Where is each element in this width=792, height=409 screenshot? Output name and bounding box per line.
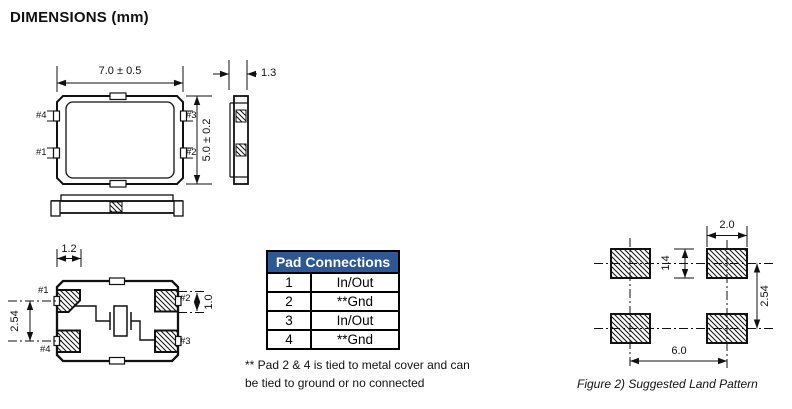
pad-connection-cell: **Gnd (311, 292, 399, 311)
land-pad-width-dim-label: 2.0 (719, 219, 735, 231)
page-title: DIMENSIONS (mm) (10, 9, 149, 26)
pad-connections-table (266, 250, 400, 350)
crystal-symbol (74, 306, 155, 340)
top-view-pad3-label: #3 (186, 110, 197, 121)
land-pad-bottom-right (707, 314, 747, 343)
bottom-view-pad4-label: #4 (40, 344, 51, 355)
land-pad-height-dim-label: 1.4 (660, 255, 672, 271)
table-row (267, 330, 399, 349)
footnote-line-1: ** Pad 2 & 4 is tied to metal cover and can (245, 358, 470, 372)
bottom-pitch-dim-label: 2.54 (9, 310, 21, 332)
figure-caption: Figure 2) Suggested Land Pattern (577, 377, 758, 391)
footnote-line-2: be tied to ground or no connected (245, 376, 425, 390)
pad-number-cell: 2 (267, 292, 311, 311)
top-view-outline (57, 96, 183, 184)
land-vertical-pitch-dim-label: 2.54 (759, 285, 771, 307)
top-view-width-dim-label: 7.0 ± 0.5 (98, 65, 142, 77)
bottom-pad-height-dim-label: 1.0 (203, 294, 215, 310)
top-view-cover-outline (66, 102, 174, 178)
top-view-pad-ticks (47, 111, 193, 158)
top-view-drawing (47, 66, 212, 187)
front-view-foot-left (51, 201, 60, 216)
top-view-pad1-label: #1 (36, 147, 47, 158)
table-row (267, 311, 399, 330)
pad-connection-cell: **Gnd (311, 330, 399, 349)
pad-number-cell: 4 (267, 330, 311, 349)
bottom-view-pad3-label: #3 (180, 336, 191, 347)
front-view-foot-right (174, 201, 183, 216)
top-view-pad4-label: #4 (36, 110, 47, 121)
pad-number-cell: 3 (267, 311, 311, 330)
land-horizontal-pitch-dim-label: 6.0 (671, 345, 687, 357)
side-view-thickness-dim-label: 1.3 (261, 67, 277, 79)
front-view-drawing (51, 195, 183, 216)
land-pad-bottom-left (611, 314, 650, 343)
bottom-view-pads (57, 290, 178, 352)
table-row (267, 292, 399, 311)
top-view-notches (54, 93, 187, 187)
pad-connections-header-row (267, 251, 399, 273)
pad-connections-header: Pad Connections (267, 251, 399, 273)
side-view-pad-hatch-bottom (236, 144, 246, 156)
bottom-view-pad2-label: #2 (180, 293, 191, 304)
side-view-pad-hatch-top (236, 110, 246, 122)
bottom-pad-width-dim-label: 1.2 (61, 243, 77, 255)
bottom-pad-3 (155, 331, 178, 353)
pad-connection-cell: In/Out (311, 311, 399, 330)
top-view-height-dim-label: 5.0 ± 0.2 (201, 118, 213, 162)
bottom-pad-2 (155, 290, 178, 312)
front-view-hatch (110, 202, 122, 212)
bottom-view-pad1-label: #1 (38, 285, 49, 296)
side-view-body (234, 96, 248, 184)
pad-number-cell: 1 (267, 273, 311, 292)
side-view-thickness-dimension (213, 60, 257, 90)
top-view-pad2-label: #2 (186, 147, 197, 158)
land-pad-top-left (611, 249, 650, 278)
pad-connection-cell: In/Out (311, 273, 399, 292)
land-pad-top-right (707, 249, 747, 278)
table-row (267, 273, 399, 292)
side-view-drawing (213, 60, 257, 184)
bottom-view-drawing (8, 249, 206, 364)
